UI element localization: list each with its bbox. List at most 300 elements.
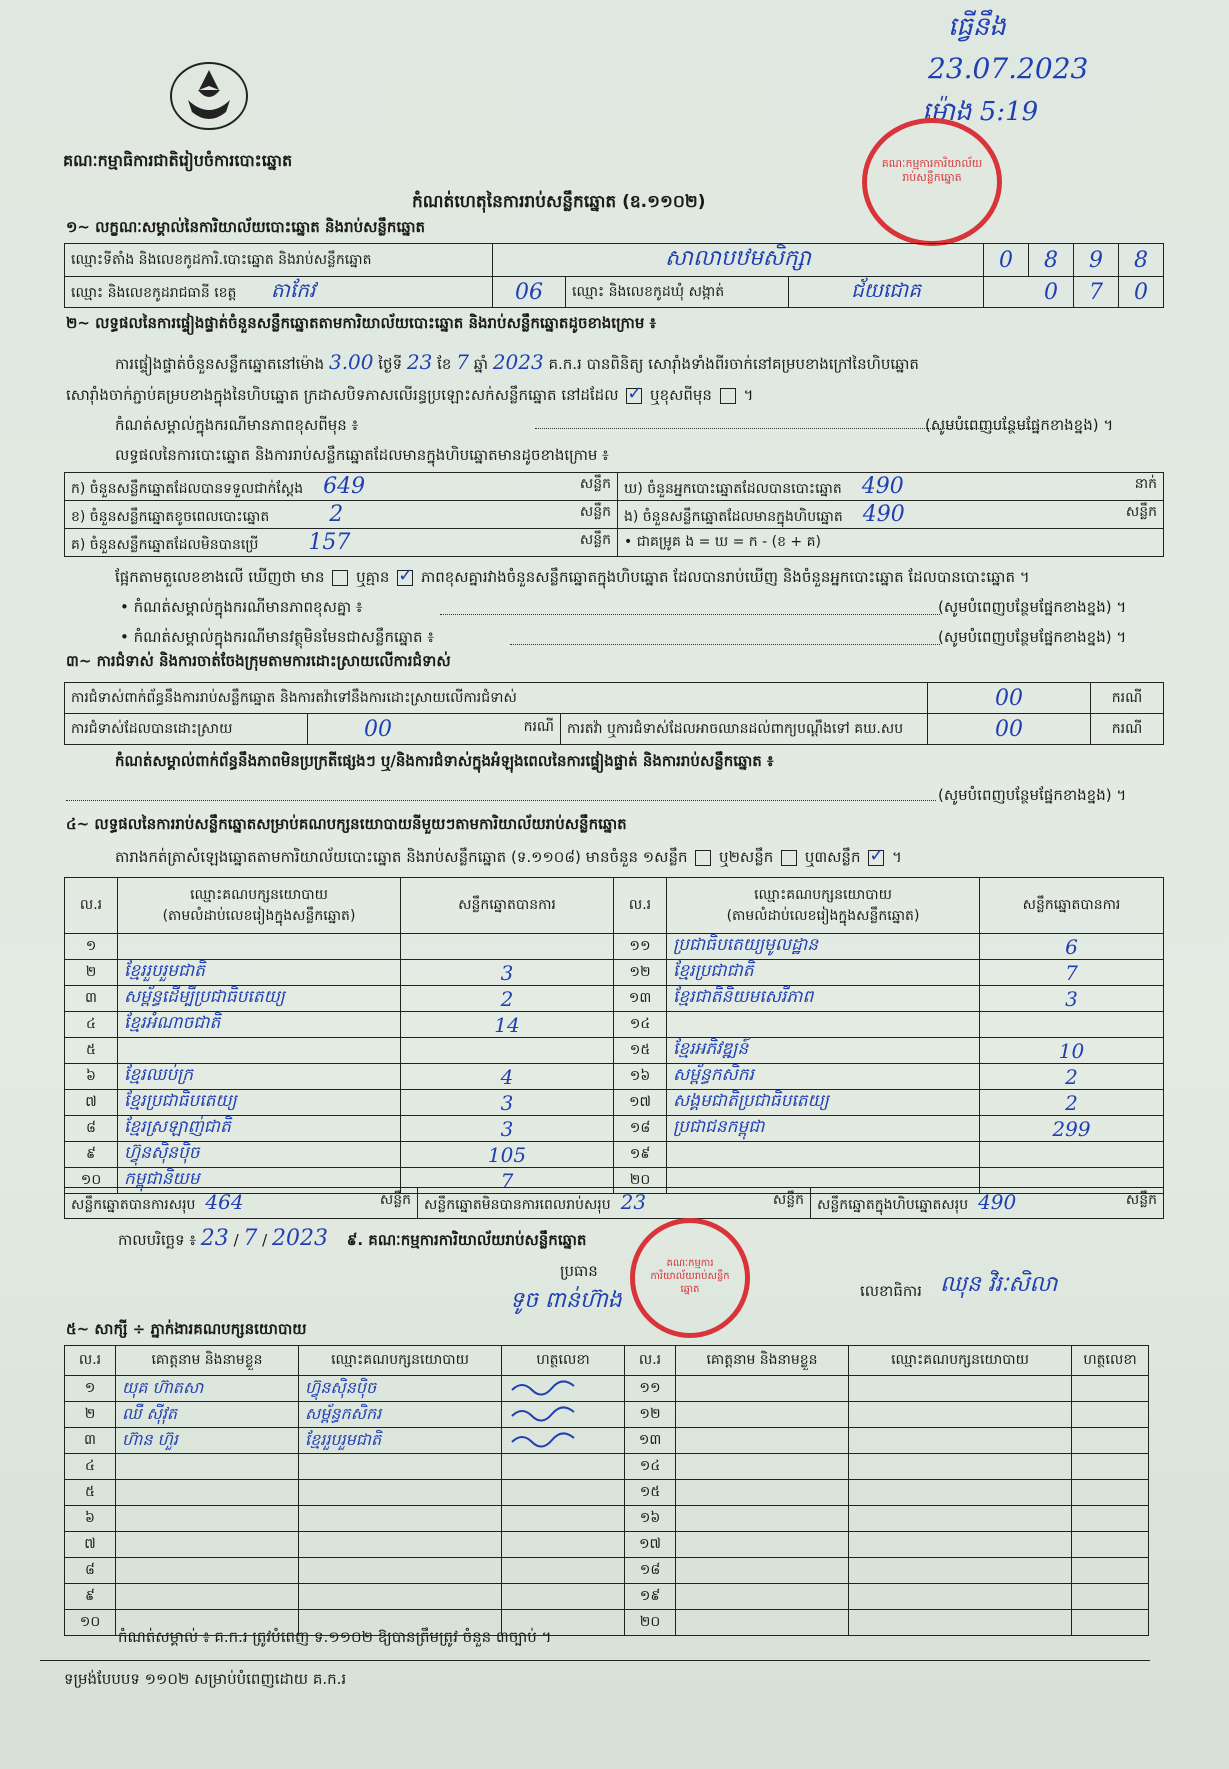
counts-row — [65, 501, 1164, 529]
witness-party — [299, 1506, 502, 1532]
witness-signature — [1072, 1584, 1149, 1610]
vote-count: 105 — [401, 1142, 614, 1168]
vote-count: 2 — [980, 1064, 1164, 1090]
row-no: ១៧ — [614, 1090, 667, 1116]
vote-count: 10 — [980, 1038, 1164, 1064]
row-no: ៨ — [65, 1558, 116, 1584]
row-no: ១ — [65, 1376, 116, 1402]
table-row — [65, 1142, 1164, 1168]
witness-name — [676, 1454, 849, 1480]
line1-label: ការផ្ទៀងផ្ទាត់ចំនួនសន្លឹកឆ្នោតនៅម៉ោង — [115, 355, 325, 373]
witness-name — [676, 1532, 849, 1558]
line1-month-label: ខែ — [437, 355, 452, 373]
form-title: កំណត់ហេតុនៃការរាប់សន្លឹកឆ្នោត (ឧ.១១០២) — [412, 192, 706, 212]
intro-text: តារាងកត់ត្រាសំឡេងឆ្នោតតាមការិយាល័យបោះឆ្នោត និងរាប់សន្លឹកឆ្នោត (ទ.១១០៨) មានចំនួន ១សន្លឹក — [115, 848, 688, 866]
row-no: ១ — [65, 934, 118, 960]
table-row — [65, 1454, 1149, 1480]
witness-party — [849, 1532, 1072, 1558]
row-no: ១៤ — [625, 1454, 676, 1480]
vote-count: 4 — [401, 1064, 614, 1090]
col-no: ល.រ — [65, 878, 118, 934]
top-note-time: ម៉ោង 5:19 — [922, 97, 1039, 127]
row-no: ៣ — [65, 1428, 116, 1454]
col-votes: សន្លឹកឆ្នោតបានការ — [401, 878, 614, 934]
diff-none-label: ឬគ្មាន — [356, 568, 390, 586]
fill-more-note: (សូមបំពេញបន្ថែមផ្នែកខាងខ្នង) ។ — [925, 416, 1114, 434]
count-a — [65, 473, 618, 501]
row1-label: ឈ្មោះទីតាំង និងលេខកូដការិ.បោះឆ្នោត និងរាប់សន្លឹកឆ្នោត — [65, 244, 493, 277]
row-no: ១៦ — [625, 1506, 676, 1532]
witness-party — [849, 1584, 1072, 1610]
party-name: ខ្មែរឈប់ក្រ — [118, 1064, 401, 1090]
commune-label: ឈ្មោះ និងលេខកូដឃុំ សង្កាត់ — [566, 277, 789, 308]
line1-day-label: ថ្ងៃទី — [378, 355, 403, 373]
row-no: ១៣ — [625, 1428, 676, 1454]
footer-text: ទម្រង់បែបបទ ១១០២ សម្រាប់បំពេញដោយ គ.ក.រ — [64, 1670, 347, 1688]
commune-code-digit: 7 — [1074, 277, 1119, 308]
row-no: ១២ — [614, 960, 667, 986]
total-box — [811, 1188, 1164, 1219]
unit: សន្លឹក — [1125, 503, 1157, 520]
sheets-2-checkbox[interactable] — [781, 850, 797, 866]
resolved-label: ការជំទាស់ដែលបានដោះស្រាយ — [65, 714, 308, 745]
row-no: ១៨ — [614, 1116, 667, 1142]
vote-count — [401, 1038, 614, 1064]
sheets-2-label: ឬ២សន្លឹក — [719, 848, 774, 866]
party-name: ខ្មែររួបរួមជាតិ — [118, 960, 401, 986]
official-stamp-bottom — [630, 1218, 750, 1338]
province-code: 06 — [493, 277, 566, 308]
row-no: ១៥ — [625, 1480, 676, 1506]
row-no: ២០ — [614, 1168, 667, 1194]
verify-year: 2023 — [492, 350, 544, 374]
witness-party — [849, 1506, 1072, 1532]
count-b-label: ខ) ចំនួនសន្លឹកឆ្នោតខូចពេលបោះឆ្នោត — [71, 508, 270, 525]
count-b — [65, 501, 618, 529]
witness-name — [676, 1584, 849, 1610]
diff-text: ភាពខុសគ្នារវាងចំនួនសន្លឹកឆ្នោតក្នុងហិបឆ្នោត ដែលបានរាប់ឃើញ និងចំនួនអ្នកបោះឆ្នោត ដែលបានបោះឆ្នោត ។ — [420, 568, 1030, 586]
footer-divider — [40, 1660, 1150, 1661]
table-row — [65, 986, 1164, 1012]
line1-year-label: ឆ្នាំ — [473, 355, 488, 373]
row-no: ៩ — [65, 1142, 118, 1168]
line2-text: សោរ៉ាំងចាក់ភ្ជាប់គម្របខាងក្នុងនៃហិបឆ្នោត ក្រដាសបិទភាសលើរន្ធប្រឡោះសក់សន្លឹកឆ្នោត នៅដដែល — [66, 386, 619, 404]
witness-signature — [1072, 1532, 1149, 1558]
section2-title: ២~ លទ្ធផលនៃការផ្ទៀងផ្ទាត់ចំនួនសន្លឹកឆ្នោតតាមការិយាល័យបោះឆ្នោត និងរាប់សន្លឹកឆ្នោតដូចខាងក្រោម ៖ — [66, 314, 657, 332]
witness-party — [849, 1480, 1072, 1506]
vote-count: 299 — [980, 1116, 1164, 1142]
count-d-value: 490 — [861, 473, 904, 499]
row-no: ១២ — [625, 1402, 676, 1428]
w-col-name: គោត្តនាម និងនាមខ្លួន — [116, 1346, 299, 1376]
table-row — [65, 1584, 1149, 1610]
section5-title: ៥~ សាក្សី ÷ ភ្នាក់ងារគណបក្សនយោបាយ — [66, 1320, 307, 1338]
table-row — [65, 1480, 1149, 1506]
col-no-right: ល.រ — [614, 878, 667, 934]
row-no: ៤ — [65, 1012, 118, 1038]
results-table — [64, 877, 1164, 1194]
witness-name — [116, 1532, 299, 1558]
counts-row — [65, 529, 1164, 557]
col-party-title: ឈ្មោះគណបក្សនយោបាយ — [190, 886, 328, 903]
code-digit: 9 — [1074, 244, 1119, 277]
row-no: ១១ — [625, 1376, 676, 1402]
stamp-text: គណៈកម្មការការិយាល័យរាប់សន្លឹកឆ្នោត — [650, 1258, 730, 1295]
witness-name: ឈឺ ស៊ីវុត — [116, 1402, 299, 1428]
witness-signature — [1072, 1610, 1149, 1636]
witness-party — [299, 1532, 502, 1558]
row-no: ៧ — [65, 1090, 118, 1116]
committee-name: គណៈកម្មាធិការជាតិរៀបចំការបោះឆ្នោត — [63, 151, 293, 170]
witness-party — [299, 1558, 502, 1584]
sheets-3-checkbox[interactable] — [868, 850, 884, 866]
witness-party — [299, 1584, 502, 1610]
witness-name — [676, 1428, 849, 1454]
party-name — [118, 1038, 401, 1064]
stamp-text: គណៈកម្មការការិយាល័យរាប់សន្លឹកឆ្នោត — [881, 157, 983, 184]
col-votes-right: សន្លឹកឆ្នោតបានការ — [980, 878, 1164, 934]
row-no: ៥ — [65, 1480, 116, 1506]
complaint-value: 00 — [928, 714, 1091, 745]
witness-party — [849, 1376, 1072, 1402]
row-no: ១៦ — [614, 1064, 667, 1090]
unit: សន្លឹក — [579, 475, 611, 492]
chair-name: ទូច ពាន់ហ៊ាង — [510, 1288, 622, 1313]
witness-name — [116, 1454, 299, 1480]
row-no: ៩ — [65, 1584, 116, 1610]
w-col-no: ល.រ — [65, 1346, 116, 1376]
total-invalid-value: 23 — [620, 1190, 647, 1214]
w-col-no-right: ល.រ — [625, 1346, 676, 1376]
witness-signature — [502, 1454, 625, 1480]
table-row — [65, 1558, 1149, 1584]
signature-mark — [508, 1404, 578, 1422]
secretary-name: ឈុន វិរៈសិលា — [940, 1272, 1058, 1297]
section3-title: ៣~ ការជំទាស់ និងការចាត់ចែងក្រុមតាមការដោះស្រាយលើការជំទាស់ — [66, 652, 451, 670]
witness-signature — [502, 1428, 625, 1454]
party-name: ខ្មែរជាតិនិយមសេរីភាព — [667, 986, 980, 1012]
same-checkbox[interactable] — [626, 388, 642, 404]
resolved-cell — [308, 714, 561, 745]
count-e-label: ង) ចំនួនសន្លឹកឆ្នោតដែលមានក្នុងហិបឆ្នោត — [624, 508, 843, 525]
table-row — [65, 960, 1164, 986]
formula: • ជាគម្រូគ ង = ឃ = ក - (ខ + គ) — [618, 529, 1164, 557]
total-box-label: សន្លឹកឆ្នោតក្នុងហិបឆ្នោតសរុប — [817, 1197, 969, 1213]
party-name: សង្គមជាតិប្រជាធិបតេយ្យ — [667, 1090, 980, 1116]
objection-unit: ករណី — [1091, 683, 1164, 714]
witness-body — [65, 1376, 1149, 1636]
section3-table — [64, 682, 1164, 745]
count-b-value: 2 — [329, 501, 344, 527]
row-no: ១០ — [65, 1610, 116, 1636]
section2-line3 — [115, 416, 1165, 438]
vote-count — [980, 1012, 1164, 1038]
row-no: ១៩ — [614, 1142, 667, 1168]
witness-party — [299, 1454, 502, 1480]
w-col-party-right: ឈ្មោះគណបក្សនយោបាយ — [849, 1346, 1072, 1376]
total-box-value: 490 — [978, 1190, 1017, 1214]
witness-party — [299, 1480, 502, 1506]
party-name: ប្រជាជនកម្ពុជា — [667, 1116, 980, 1142]
count-e — [618, 501, 1164, 529]
witness-name — [676, 1610, 849, 1636]
objection-label: ការជំទាស់ពាក់ព័ន្ធនឹងការរាប់សន្លឹកឆ្នោត និងការតវ៉ាទៅនឹងការដោះស្រាយលើការជំទាស់ — [65, 683, 928, 714]
note1-fill: (សូមបំពេញបន្ថែមផ្នែកខាងខ្នង) ។ — [938, 598, 1127, 616]
chair-label: ប្រធាន — [560, 1262, 598, 1280]
witness-party — [849, 1558, 1072, 1584]
section4-title: ៤~ លទ្ធផលនៃការរាប់សន្លឹកឆ្នោតសម្រាប់គណបក្សនយោបាយនីមួយៗតាមការិយាល័យរាប់សន្លឹកឆ្នោត — [66, 815, 627, 833]
signature-mark — [508, 1430, 578, 1448]
row-no: ១៧ — [625, 1532, 676, 1558]
party-name: ខ្មែរអភិវឌ្ឍន៍ — [667, 1038, 980, 1064]
table-row — [65, 934, 1164, 960]
row-no: ៧ — [65, 1532, 116, 1558]
date-year: 2023 — [271, 1226, 328, 1251]
witness-signature — [502, 1376, 625, 1402]
row-no: ១១ — [614, 934, 667, 960]
unit: សន្លឹក — [579, 531, 611, 548]
date-line: កាលបរិច្ឆេទ ៖ 23 / 7 / 2023 ៩. គណៈកម្មការការិយាល័យរាប់សន្លឹកឆ្នោត — [118, 1226, 587, 1251]
vote-count: 3 — [401, 1090, 614, 1116]
row-no: ២០ — [625, 1610, 676, 1636]
witness-party: ខ្មែររួបរួមជាតិ — [299, 1428, 502, 1454]
party-name: ប្រជាធិបតេយ្យមូលដ្ឋាន — [667, 934, 980, 960]
changed-checkbox[interactable] — [720, 388, 736, 404]
witness-name — [676, 1480, 849, 1506]
row-no: ៣ — [65, 986, 118, 1012]
code-digit: 8 — [1029, 244, 1074, 277]
col-party-sub: (តាមលំដាប់លេខរៀងក្នុងសន្លឹកឆ្នោត) — [162, 907, 356, 924]
vote-count — [980, 1142, 1164, 1168]
total-invalid — [418, 1188, 811, 1219]
party-name: សម្ព័ន្ធកសិករ — [667, 1064, 980, 1090]
count-d — [618, 473, 1164, 501]
section3-note: កំណត់សម្គាល់ពាក់ព័ន្ធនឹងភាពមិនប្រក្រតីផ្សេងៗ ឬ/និងការជំទាស់ក្នុងអំឡុងពេលនៃការផ្ទៀងផ្ទាត់ និងការរាប់សន្លឹកឆ្នោត ៖ — [115, 752, 774, 770]
table-row — [65, 1376, 1149, 1402]
witness-signature — [1072, 1480, 1149, 1506]
official-stamp-top — [862, 118, 1002, 246]
witness-name — [676, 1402, 849, 1428]
party-name — [667, 1012, 980, 1038]
table-row — [65, 1428, 1149, 1454]
unit: សន្លឹក — [772, 1192, 804, 1208]
top-note-date: 23.07.2023 — [928, 52, 1089, 85]
vote-count: 2 — [980, 1090, 1164, 1116]
witness-signature — [1072, 1558, 1149, 1584]
witness-party — [849, 1454, 1072, 1480]
vote-count: 6 — [980, 934, 1164, 960]
total-valid — [65, 1188, 418, 1219]
witness-name — [676, 1506, 849, 1532]
witness-name — [116, 1480, 299, 1506]
sheets-1-checkbox[interactable] — [695, 850, 711, 866]
party-name: សម្ព័ន្ធដើម្បីប្រជាធិបតេយ្យ — [118, 986, 401, 1012]
row-no: ១៥ — [614, 1038, 667, 1064]
total-invalid-label: សន្លឹកឆ្នោតមិនបានការពេលរាប់សរុប — [424, 1197, 611, 1213]
total-valid-value: 464 — [205, 1190, 244, 1214]
row-no: ៨ — [65, 1116, 118, 1142]
complaint-label: ការតវ៉ា ឬការជំទាស់ដែលអាចឈានដល់ពាក្យបណ្ដឹងទៅ គឃ.សប — [561, 714, 928, 745]
changed-label: ឬខុសពីមុន — [650, 386, 712, 404]
col-party-sub: (តាមលំដាប់លេខរៀងក្នុងសន្លឹកឆ្នោត) — [726, 907, 920, 924]
table-row — [65, 1532, 1149, 1558]
table-row — [65, 1506, 1149, 1532]
w-col-name-right: គោត្តនាម និងនាមខ្លួន — [676, 1346, 849, 1376]
unit: ករណី — [523, 718, 554, 735]
col-party — [118, 878, 401, 934]
witness-signature — [502, 1506, 625, 1532]
row-no: ២ — [65, 1402, 116, 1428]
date-day: 23 — [200, 1226, 229, 1251]
results-body — [65, 934, 1164, 1194]
row-no: ១៩ — [625, 1584, 676, 1610]
verify-time: 3.00 — [328, 350, 374, 374]
w-col-sign-right: ហត្ថលេខា — [1072, 1346, 1149, 1376]
witness-party: សម្ព័ន្ធកសិករ — [299, 1402, 502, 1428]
table-row — [65, 1090, 1164, 1116]
committee-logo — [168, 60, 250, 132]
section2-line1 — [115, 350, 919, 377]
vote-count: 3 — [980, 986, 1164, 1012]
counts-table — [64, 472, 1164, 557]
table-row — [65, 1402, 1149, 1428]
vote-count: 7 — [401, 1168, 614, 1194]
witness-party — [849, 1610, 1072, 1636]
w-col-sign: ហត្ថលេខា — [502, 1346, 625, 1376]
line1-text: គ.ក.រ បានពិនិត្យ សោរ៉ាំងទាំងពីរចាក់នៅគម្របខាងក្រៅនៃហិបឆ្នោត — [548, 355, 919, 373]
row2-label — [65, 277, 493, 308]
witness-signature — [1072, 1506, 1149, 1532]
count-c-label: គ) ចំនួនសន្លឹកឆ្នោតដែលមិនបានប្រើ — [71, 536, 259, 553]
row1-value: សាលាបឋមសិក្សា — [493, 244, 984, 277]
secretary-label: លេខាធិការ — [860, 1282, 922, 1300]
col-party-title: ឈ្មោះគណបក្សនយោបាយ — [754, 886, 892, 903]
section1-table — [64, 243, 1164, 308]
verify-month: 7 — [456, 350, 469, 374]
witness-name: ហ៊ាន ហ៊ួរ — [116, 1428, 299, 1454]
count-c — [65, 529, 618, 557]
witness-table — [64, 1345, 1149, 1636]
witness-name — [116, 1584, 299, 1610]
witness-signature — [1072, 1402, 1149, 1428]
witness-signature — [502, 1584, 625, 1610]
section2-line4: លទ្ធផលនៃការបោះឆ្នោត និងការរាប់សន្លឹកឆ្នោតដែលមានក្នុងហិបឆ្នោតមានដូចខាងក្រោម ៖ — [115, 446, 609, 464]
verify-day: 23 — [406, 350, 433, 374]
diff-none-checkbox[interactable] — [397, 570, 413, 586]
party-name: ខ្មែរអំណាចជាតិ — [118, 1012, 401, 1038]
table-row — [65, 1116, 1164, 1142]
total-valid-label: សន្លឹកឆ្នោតបានការសរុប — [71, 1197, 196, 1213]
sign-committee: ៩. គណៈកម្មការការិយាល័យរាប់សន្លឹកឆ្នោត — [346, 1231, 587, 1249]
date-month: 7 — [243, 1226, 258, 1251]
row-no: ១៨ — [625, 1558, 676, 1584]
counts-row — [65, 473, 1164, 501]
witness-signature — [1072, 1454, 1149, 1480]
resolved-value: 00 — [364, 716, 392, 742]
code-digit: 8 — [1119, 244, 1164, 277]
totals-table — [64, 1187, 1164, 1219]
objection-value: 00 — [928, 683, 1091, 714]
col-party-right — [667, 878, 980, 934]
witness-signature — [1072, 1376, 1149, 1402]
count-e-value: 490 — [862, 501, 905, 527]
row-no: ៦ — [65, 1506, 116, 1532]
complaint-unit: ករណី — [1091, 714, 1164, 745]
witness-signature — [1072, 1428, 1149, 1454]
witness-name — [116, 1558, 299, 1584]
commune-name: ជ័យជោគ — [789, 277, 984, 308]
line3-text: កំណត់សម្គាល់ក្នុងករណីមានភាពខុសពីមុន ៖ — [115, 416, 359, 434]
note1: • កំណត់សម្គាល់ក្នុងករណីមានភាពខុសគ្នា ៖ — [120, 598, 363, 616]
province-label: ឈ្មោះ និងលេខកូដរាជធានី ខេត្ត — [71, 285, 237, 301]
party-name: ខ្មែរស្រឡាញ់ជាតិ — [118, 1116, 401, 1142]
count-d-label: ឃ) ចំនួនអ្នកបោះឆ្នោតដែលបានបោះឆ្នោត — [624, 480, 842, 497]
row-no: ៥ — [65, 1038, 118, 1064]
unit: សន្លឹក — [579, 503, 611, 520]
party-name: កម្ពុជានិយម — [118, 1168, 401, 1194]
party-name: ខ្មែរប្រជាធិបតេយ្យ — [118, 1090, 401, 1116]
row-no: ៦ — [65, 1064, 118, 1090]
code-digit: 0 — [984, 244, 1029, 277]
diff-has-checkbox[interactable] — [332, 570, 348, 586]
vote-count — [401, 934, 614, 960]
witness-name: យុគ ហ៊ាតសា — [116, 1376, 299, 1402]
vote-count: 7 — [980, 960, 1164, 986]
party-name: ខ្មែរប្រជាជាតិ — [667, 960, 980, 986]
witness-signature — [502, 1480, 625, 1506]
row-no: ១៤ — [614, 1012, 667, 1038]
vote-count: 3 — [401, 960, 614, 986]
party-name — [118, 934, 401, 960]
count-a-label: ក) ចំនួនសន្លឹកឆ្នោតដែលបានទទួលជាក់ស្តែង — [71, 480, 304, 497]
row-no: ១០ — [65, 1168, 118, 1194]
table-row — [65, 1064, 1164, 1090]
table-row — [65, 1038, 1164, 1064]
unit: សន្លឹក — [379, 1192, 411, 1208]
table-row — [65, 1012, 1164, 1038]
party-name — [667, 1142, 980, 1168]
witness-name — [116, 1506, 299, 1532]
vote-count: 3 — [401, 1116, 614, 1142]
note2-fill: (សូមបំពេញបន្ថែមផ្នែកខាងខ្នង) ។ — [938, 628, 1127, 646]
row-no: ៤ — [65, 1454, 116, 1480]
witness-name — [676, 1376, 849, 1402]
witness-party — [849, 1402, 1072, 1428]
unit: នាក់ — [1134, 475, 1157, 492]
witness-name — [676, 1558, 849, 1584]
section1-title: ១~ លក្ខណៈសម្គាល់នៃការិយាល័យបោះឆ្នោត និងរាប់សន្លឹកឆ្នោត — [66, 218, 426, 236]
party-name: ហ៊្វុនស៊ិនប៉ិច — [118, 1142, 401, 1168]
diff-has-label: ផ្អែកតាមតួលេខខាងលើ ឃើញថា មាន — [115, 568, 325, 586]
w-col-party: ឈ្មោះគណបក្សនយោបាយ — [299, 1346, 502, 1376]
commune-code-digit: 0 — [1029, 277, 1074, 308]
date-label: កាលបរិច្ឆេទ ៖ — [118, 1231, 197, 1249]
row-no: ២ — [65, 960, 118, 986]
vote-count: 14 — [401, 1012, 614, 1038]
witness-signature — [502, 1558, 625, 1584]
diff-line — [115, 568, 1030, 590]
commune-code-digit: 0 — [1119, 277, 1164, 308]
vote-count: 2 — [401, 986, 614, 1012]
top-note-word: ធ្វើនឹង — [948, 12, 1006, 42]
signature-mark — [508, 1378, 578, 1396]
witness-signature — [502, 1402, 625, 1428]
witness-signature — [502, 1532, 625, 1558]
row-no: ១៣ — [614, 986, 667, 1012]
footnote: កំណត់សម្គាល់ ៖ គ.ក.រ ត្រូវបំពេញ ទ.១១០២ ឱ្យបានត្រឹមត្រូវ ចំនួន ៣ច្បាប់ ។ — [118, 1628, 552, 1646]
unit: សន្លឹក — [1125, 1192, 1157, 1208]
witness-party: ហ៊្វុនស៊ិនប៉ិច — [299, 1376, 502, 1402]
